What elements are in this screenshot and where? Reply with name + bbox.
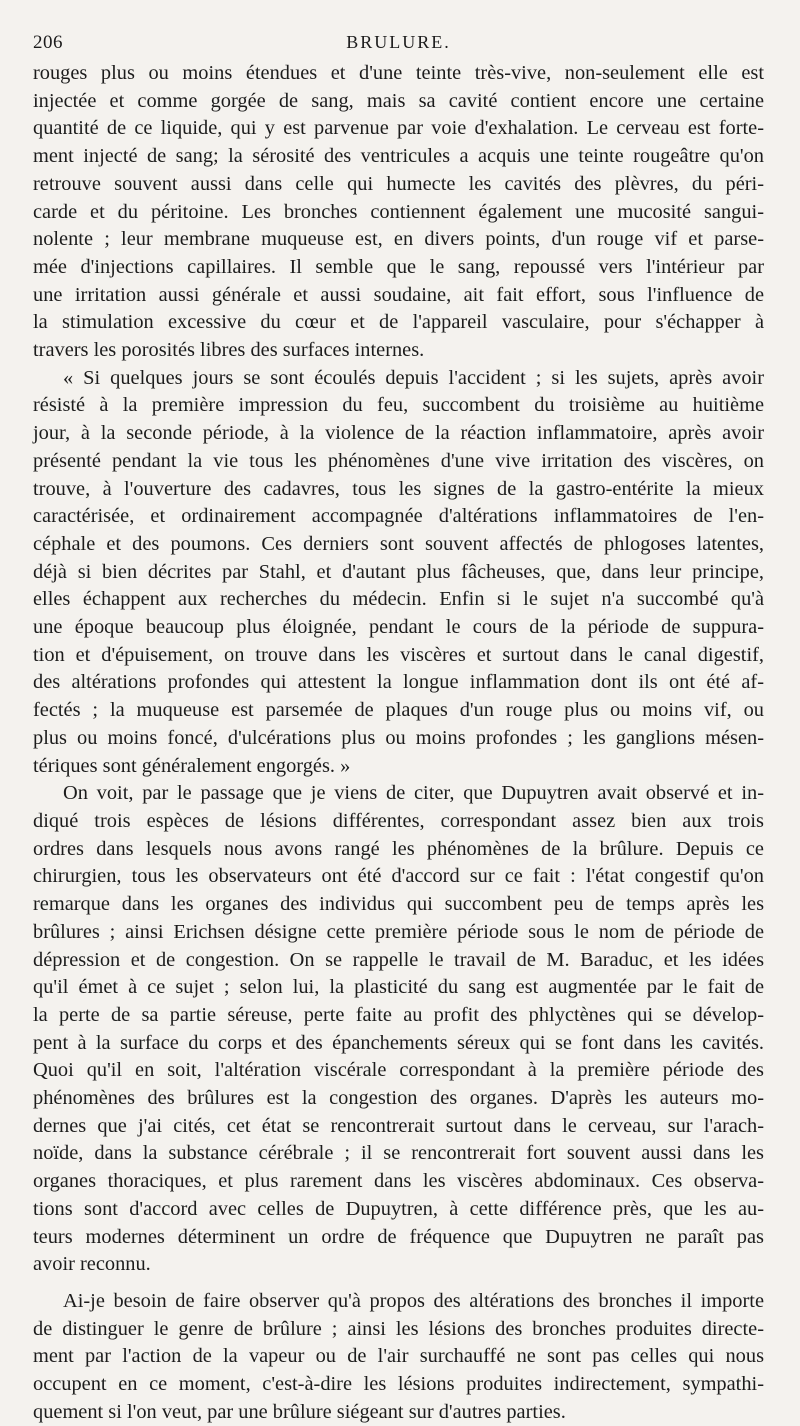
text-line: noïde, dans la substance cérébrale ; il se rencontrerait fort souvent aussi dans les [33, 1142, 764, 1165]
text-line: teurs modernes déterminent un ordre de fréquence que Dupuytren ne paraît pas [33, 1225, 764, 1248]
text-line: Quoi qu'il en soit, l'altération viscérale correspondant à la première période des [33, 1059, 764, 1082]
text-line: rouges plus ou moins étendues et d'une teinte très-vive, non-seulement elle est [33, 62, 764, 84]
text-line: avoir reconnu. [33, 1253, 151, 1276]
text-line: déjà si bien décrites par Stahl, et d'autant plus fâcheuses, que, dans leur principe, [33, 560, 764, 583]
text-line: tériques sont généralement engorgés. » [33, 754, 351, 777]
page-number: 206 [33, 32, 63, 53]
text-line: brûlures ; ainsi Erichsen désigne cette première période sous le nom de période de [33, 920, 764, 943]
text-line: diqué trois espèces de lésions différentes, correspondant assez bien aux trois [33, 809, 764, 832]
text-line: ment injecté de sang; la sérosité des ventricules a acquis une teinte rougeâtre qu'on [33, 145, 764, 168]
text-line: la perte de sa partie séreuse, perte faite au profit des phlyctènes qui se dévelop- [33, 1003, 764, 1026]
text-line: ordres dans lesquels nous avons rangé les phénomènes de la brûlure. Depuis ce [33, 837, 764, 860]
paragraph [33, 365, 764, 781]
text-line: la stimulation excessive du cœur et de l'appareil vasculaire, pour s'échapper à [33, 311, 764, 334]
text-line: nolente ; leur membrane muqueuse est, en divers points, d'un rouge vif et parse- [33, 228, 764, 251]
paragraph [33, 1288, 764, 1426]
text-line: carde et du péritoine. Les bronches contiennent également une mucosité sangui- [33, 200, 764, 223]
paragraph [33, 780, 764, 1279]
text-line: des altérations profondes qui attestent la longue inflammation dont ils ont été af- [33, 671, 764, 694]
text-line: caractérisée, et ordinairement accompagnée d'altérations inflammatoires de l'en- [33, 505, 764, 528]
text-line: occupent en ce moment, c'est-à-dire les lésions produites indirectement, sympathi- [33, 1373, 764, 1396]
text-line: de distinguer le genre de brûlure ; ainsi les lésions des bronches produites directe- [33, 1317, 764, 1340]
text-line: tion et d'épuisement, on trouve dans les viscères et surtout dans le canal digestif, [33, 643, 764, 666]
paragraph-gap [33, 1279, 764, 1288]
text-line: dépression et de congestion. On se rappelle le travail de M. Baraduc, et les idées [33, 948, 764, 971]
body-text [33, 60, 764, 1426]
paragraph [33, 60, 764, 365]
text-line: plus ou moins foncé, d'ulcérations plus ou moins profondes ; les ganglions mésen- [33, 726, 764, 749]
text-line: On voit, par le passage que je viens de citer, que Dupuytren avait observé et in- [63, 782, 764, 805]
text-line: une irritation aussi générale et aussi soudaine, ait fait effort, sous l'influence de [33, 283, 764, 306]
text-line: qu'il émet à ce sujet ; selon lui, la plasticité du sang est augmentée par le fait de [33, 976, 764, 999]
text-line: pent à la surface du corps et des épanchements séreux qui se font dans les cavités. [33, 1031, 764, 1054]
text-line: trouve, à l'ouverture des cadavres, tous les signes de la gastro-entérite la mieux [33, 477, 764, 500]
text-line: remarque dans les organes des individus qui succombent peu de temps après les [33, 893, 764, 916]
text-line: ment par l'action de la vapeur ou de l'air surchauffé ne sont pas celles qui nous [33, 1345, 764, 1368]
text-line: résisté à la première impression du feu, succombent du troisième au huitième [33, 394, 764, 417]
text-line: dernes que j'ai cités, cet état se rencontrerait surtout dans le cerveau, sur l'arach- [33, 1114, 764, 1137]
text-line: céphale et des poumons. Ces derniers sont souvent affectés de phlogoses latentes, [33, 532, 764, 555]
text-line: Ai-je besoin de faire observer qu'à propos des altérations des bronches il importe [63, 1289, 764, 1312]
text-line: chirurgien, tous les observateurs ont été d'accord sur ce fait : l'état congestif qu'on [33, 865, 764, 888]
text-line: « Si quelques jours se sont écoulés depuis l'accident ; si les sujets, après avoir [63, 366, 764, 389]
text-line: quantité de ce liquide, qui y est parvenue par voie d'exhalation. Le cerveau est forte- [33, 117, 764, 140]
text-line: elles échappent aux recherches du médecin. Enfin si le sujet n'a succombé qu'à [33, 588, 764, 611]
running-head: BRULURE. [346, 32, 451, 52]
page-header [33, 26, 764, 60]
text-line: jour, à la seconde période, à la violence de la réaction inflammatoire, après avoir [33, 422, 764, 445]
text-line: organes thoraciques, et plus rarement dans les viscères abdominaux. Ces observa- [33, 1170, 764, 1193]
text-line: présenté pendant la vie tous les phénomènes d'une vive irritation des viscères, on [33, 449, 764, 472]
text-line: injectée et comme gorgée de sang, mais sa cavité contient encore une certaine [33, 89, 764, 112]
text-line: fectés ; la muqueuse est parsemée de plaques d'un rouge plus ou moins vif, ou [33, 699, 764, 722]
text-line: une époque beaucoup plus éloignée, pendant le cours de la période de suppura- [33, 616, 764, 639]
text-line: phénomènes des brûlures est la congestion des organes. D'après les auteurs mo- [33, 1087, 764, 1110]
text-line: retrouve souvent aussi dans celle qui humecte les cavités des plèvres, du péri- [33, 172, 764, 195]
text-line: travers les porosités libres des surfaces internes. [33, 339, 425, 362]
text-line: mée d'injections capillaires. Il semble que le sang, repoussé vers l'intérieur par [33, 255, 764, 278]
text-line: quement si l'on veut, par une brûlure siégeant sur d'autres parties. [33, 1400, 566, 1423]
text-line: tions sont d'accord avec celles de Dupuytren, à cette différence près, que les au- [33, 1197, 764, 1220]
